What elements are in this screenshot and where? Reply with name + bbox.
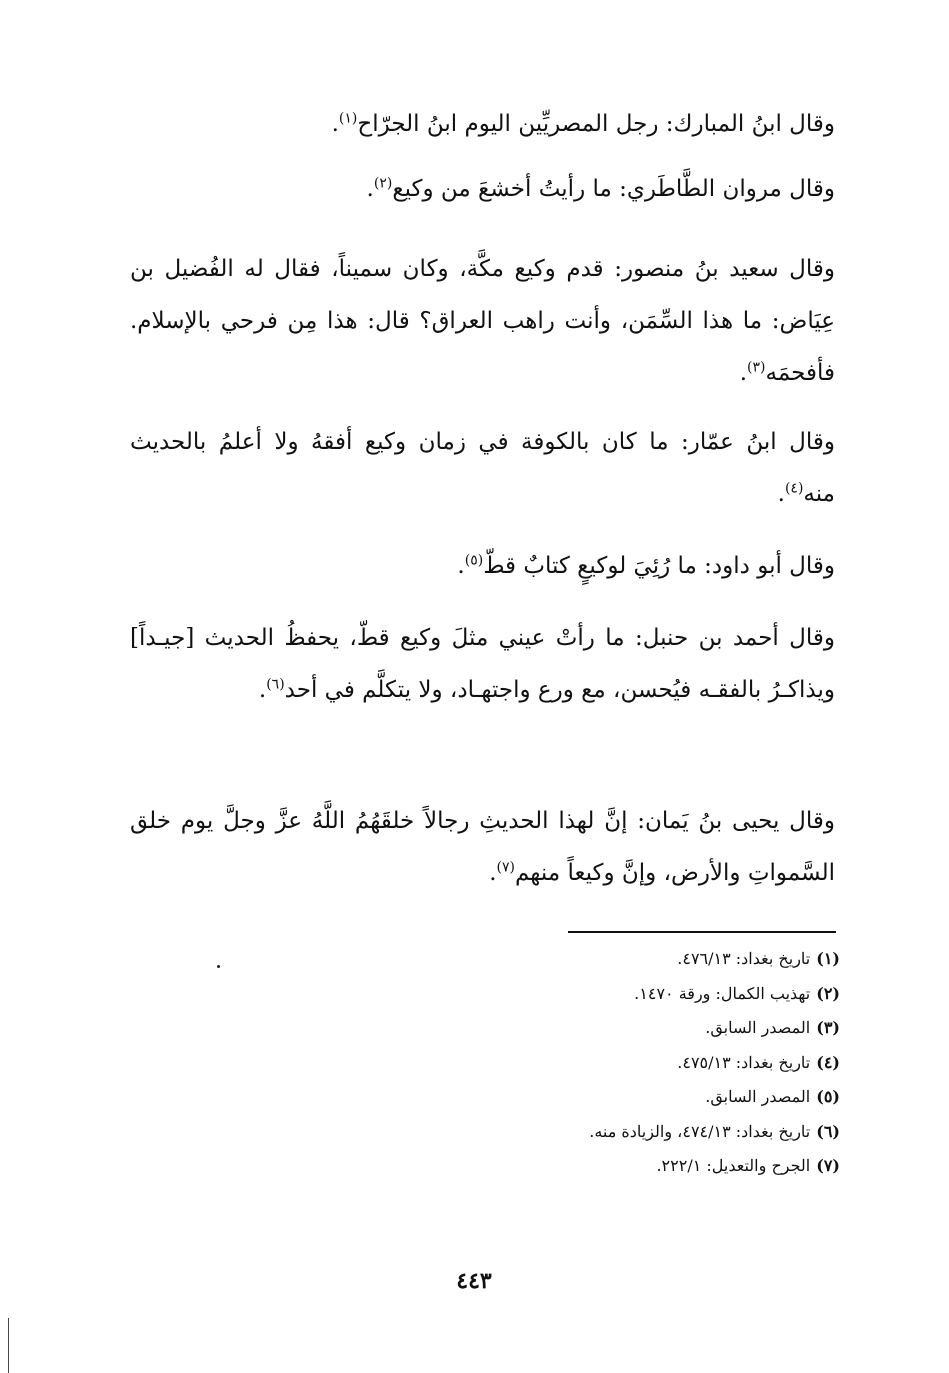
- scan-margin-line: [8, 1318, 9, 1373]
- footnote-number: (٧): [816, 1156, 840, 1175]
- paragraph-yahya-bin-yaman: وقال يحيى بنُ يَمان: إنَّ لهذا الحديثِ رجالاً خلقَهُمُ اللَّهُ عزَّ وجلَّ يوم خلق السَّمواتِ والأرض، وإنَّ وكيعاً منهم$^{(٧)}$.: [130, 808, 835, 886]
- footnote-number: (٥): [816, 1087, 840, 1106]
- paragraph-ibn-mubarak: وقال ابنُ المبارك: رجل المصريِّين اليوم ابنُ الجرّاح$^{(١)}$.: [331, 110, 835, 137]
- footnote-ref[interactable]: (٢): [373, 175, 393, 192]
- footnote-1: [480, 942, 840, 977]
- footnote-5: [480, 1080, 840, 1115]
- footnote-ref[interactable]: (٣): [747, 359, 766, 376]
- footnote-text: تهذيب الكمال: ورقة ١٤٧٠.: [634, 983, 811, 1003]
- footnote-ref[interactable]: (٤): [784, 480, 804, 497]
- page-number: ٤٤٣: [456, 1268, 492, 1294]
- paragraph-said-bin-mansur: وقال سعيد بنُ منصور: قدم وكيع مكَّة، وكان سميناً، فقال له الفُضيل بن عِيَاض: ما هذا السِّمَن، وأنت راهب العراق؟ قال: هذا مِن فرحي بالإسلام. فأفحمَه$^{(٣)}$.: [130, 256, 835, 386]
- footnote-2: [480, 977, 840, 1012]
- footnote-4: [480, 1046, 840, 1081]
- footnote-ref[interactable]: (٥): [464, 552, 484, 569]
- footnote-3: [480, 1011, 840, 1046]
- paragraph-marwan: وقال مروان الطَّاطَري: ما رأيتُ أخشعَ من وكيع$^{(٢)}$.: [366, 175, 835, 202]
- paragraph-abu-dawud: وقال أبو داود: ما رُئِيَ لوكيعٍ كتابٌ قطّ$^{(٥)}$.: [457, 552, 835, 579]
- footnote-text: المصدر السابق.: [705, 1087, 811, 1106]
- footnotes: [480, 942, 840, 1184]
- footnote-ref[interactable]: (٧): [496, 859, 515, 876]
- paragraph-ahmad-bin-hanbal: وقال أحمد بن حنبل: ما رأتْ عيني مثلَ وكيع قطّ، يحفظُ الحديث [جيـداً] ويذاكـرُ بالفقـه فيُحسن، مع ورع واجتهـاد، ولا يتكلَّم في أحد$^{(٦)}$.: [130, 625, 835, 703]
- footnote-text: المصدر السابق.: [705, 1018, 811, 1037]
- footnote-ref[interactable]: (٦): [266, 676, 285, 693]
- footnote-number: (٦): [816, 1121, 840, 1141]
- footnote-6: [480, 1115, 840, 1150]
- footnote-number: (١): [816, 949, 840, 968]
- footnote-text: الجرح والتعديل: ٢٢٢/١.: [656, 1156, 811, 1175]
- footnote-ref[interactable]: (١): [338, 110, 358, 127]
- scan-speck: [217, 965, 220, 968]
- footnote-number: (٢): [816, 983, 840, 1003]
- footnote-text: تاريخ بغداد: ٤٧٥/١٣.: [677, 1052, 811, 1072]
- footnote-text: تاريخ بغداد: ٤٧٤/١٣، والزيادة منه.: [589, 1121, 811, 1141]
- paragraph-ibn-ammar: وقال ابنُ عمّار: ما كان بالكوفة في زمان وكيع أفقهُ ولا أعلمُ بالحديث منه$^{(٤)}$.: [130, 429, 835, 507]
- footnote-number: (٤): [816, 1052, 840, 1072]
- footnote-number: (٣): [816, 1018, 840, 1037]
- footnote-divider: [568, 931, 836, 933]
- footnote-text: تاريخ بغداد: ٤٧٦/١٣.: [677, 949, 811, 968]
- footnote-7: [480, 1149, 840, 1184]
